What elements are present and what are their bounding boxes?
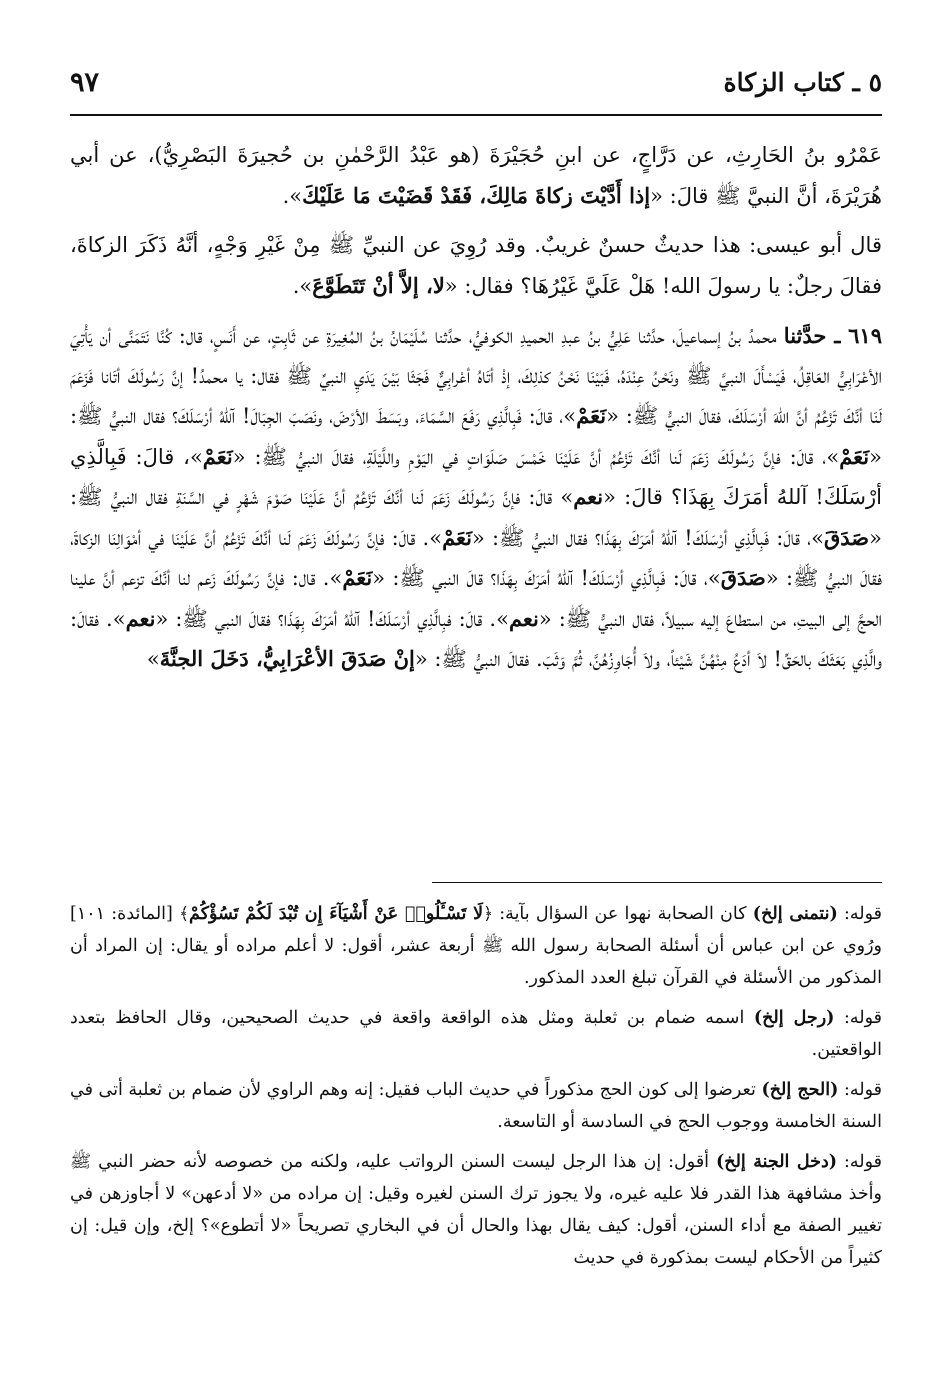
chapter-title: ٥ ـ كتاب الزكاة <box>723 67 882 97</box>
text-run: تعرضوا إلى كون الحج مذكوراً في حديث الباب فقيل: إنه وهم الراوي لأن ضمام بن ثعلبة أتى في السنة الخامسة ووجوب الحج في السادسة أو التاسعة. <box>70 1080 882 1132</box>
commentary-notes <box>70 898 882 1282</box>
text-run: محمدُ بنُ إسماعيلَ، حدَّثنا عَلِيُّ بنُ عبدِ الحميدِ الكوفيُّ، حدَّثنا سُلَيْمَانُ بنُ المُغِيرَةِ عن ثَابِتٍ، عن أَنَسٍ، قال: كُنَّا نَتَمَنَّى أن يَأْتِيَ الأعْرَابِيُّ العَاقِلُ، فَيَسْأَلَ النبيَّ ﷺ ونَحْنُ عِنْدَهُ، فَبَيْنَا نَحْنُ كذلِكَ، إذْ أتَاهُ أعْرابِيٌّ فَجَثَا بَيْنَ يَدَيِ النبيِّ ﷺ فقال: يا محمدُ! إنَّ رَسُولَكَ أتَانا فَزَعَمَ لَنَا أنَّكَ تَزْعُمُ أنَّ اللهَ أرْسَلَكَ، فقالَ النبيُّ ﷺ: « <box>70 324 882 428</box>
hadith-quote: إذا أَدَّيْتَ زكاةَ مَالِكَ، فَقَدْ قَضَيْتَ مَا عَلَيْكَ <box>302 182 651 208</box>
note-lead: قوله: <box>838 1080 882 1100</box>
note-keyword: (الحج إلخ) <box>761 1080 839 1100</box>
paragraph-abu-isa <box>70 226 882 306</box>
ornate-bracket-close-icon: ﴾ <box>179 904 190 924</box>
prophet-answer: نعم <box>573 484 604 509</box>
prophet-answer: نَعَمْ <box>202 443 233 469</box>
text-run: كان الصحابة نهوا عن السؤال بآية: <box>493 904 753 924</box>
text-run: »، قالَ: فَبِالَّذِي رَفَعَ السَّمَاءَ، وبَسَطَ الأرْضَ، ونَصَبَ الجِبَالَ! آللهُ أرْسَلَكَ؟ فقال النبيُّ ﷺ: « <box>70 404 882 469</box>
hadith-number: ٦١٩ ـ <box>826 323 882 348</box>
footnote-rule <box>432 882 882 883</box>
text-run: ». <box>282 183 303 208</box>
note-rajul <box>70 1002 882 1066</box>
text-run: »، قالَ: فَبِالَّذِي أرْسَلَكَ! آللهُ أمَرَكَ بِهَذَا؟ قالَ: « <box>70 444 882 509</box>
text-run: اسمه ضمام بن ثعلبة ومثل هذه الواقعة واقعة في حديث الصحيحين، وقال الحافظ بتعدد الواقعتين. <box>70 1008 882 1060</box>
prophet-answer: نَعَمْ <box>839 443 870 469</box>
paragraph-chain-end <box>70 136 882 216</box>
note-dakhala-al-janna <box>70 1146 882 1274</box>
page-number: ٩٧ <box>70 66 100 98</box>
text-run: »، قالَ: فَبِالَّذِي أرْسَلَكَ! آللهُ أمَرَكَ بِهَذَا؟ فقال النبيُّ ﷺ: « <box>472 525 824 550</box>
text-run: أقول: إن هذا الرجل ليست السنن الرواتب عليه، ولكنه من خصوصه لأنه حضر النبي ﷺ وأخذ مشافهة هذا القدر فلا عليه غيره، ولا يجوز ترك السنن لغيره وقيل: إن مراده من «لا أدعهن» لا أجاوزهن في تغيير الصفة مع أداء السنن، أقول: كيف يقال بهذا والحال أن في البخاري تصريحاً «لا أتطوع»؟ إلخ، وإن قيل: إن كثيراً من الأحكام ليست بمذكورة في حديث <box>70 1152 882 1268</box>
note-keyword: (رجل إلخ) <box>753 1008 835 1028</box>
text-run: »، قالَ: فإنَّ رَسُولَكَ زَعَمَ لَنا أنَّكَ تَزْعُمُ أنَّ عَلَيْنَا خَمْسَ صَلَوَاتٍ في اليَوْمِ واللَّيْلَةِ، فقالَ النبيُّ ﷺ: « <box>232 444 840 469</box>
quran-verse: لَا تَسْـَٔلُوا۟ عَنْ أَشْيَآءَ إِن تُبْدَ لَكُمْ تَسُؤْكُمْ <box>189 904 484 924</box>
text-run: [المائدة: ١٠١] ورُوي عن ابن عباس أن أسئلة الصحابة رسول الله ﷺ أربعة عشر، أقول: لا أعلم مراده أو يقال: إن المراد أن المذكور من الأسئلة في القرآن تبلغ العدد المذكور. <box>70 904 882 988</box>
haddathana-word: حدَّثنا <box>783 323 827 348</box>
prophet-answer: صَدَقَ <box>720 565 766 590</box>
text-run: قال أبو عيسى: هذا حديثٌ حسنٌ غريبٌ. وقد رُوِيَ عن النبيِّ ﷺ مِنْ غَيْرِ وَجْهٍ، أنَّهُ ذَكَرَ الزكاةَ، فقالَ رجلٌ: يا رسولَ الله! هَلْ عَلَيَّ غَيْرُهَا؟ فقال: « <box>70 233 882 298</box>
hadith-quote: لا، إلاَّ أنْ تَتَطَوَّعَ <box>312 272 445 298</box>
note-hajj <box>70 1074 882 1138</box>
note-lead: قوله: <box>834 1008 882 1028</box>
text-run: ». قالَ: فإنَّ رَسُولَكَ زَعَمَ لَنا أنَّكَ تَزْعُمُ أنَّ عَلَيْنَا في أمْوَالِنَا الزكاةَ، فقالَ النبيُّ ﷺ: « <box>70 525 882 590</box>
prophet-answer: إنْ صَدَقَ الأعْرَابِيُّ، دَخَلَ الجنَّةَ <box>159 646 415 671</box>
text-run: ». قال: فإنَّ رَسُولَكَ زَعم لنا أنَّكَ تزعم أنَّ علينا الحجَّ إلى البيتِ، من استطاعَ إليه سبيلاً، فقال النبيُّ ﷺ: « <box>70 566 882 631</box>
page-header <box>70 62 882 102</box>
note-lead: قوله: <box>837 1152 882 1172</box>
prophet-answer: صَدَقَ <box>823 524 870 550</box>
text-run: » قالَ: فإنَّ رَسُولَكَ زَعَمَ لَنا أنَّكَ تَزْعُمُ أنَّ عَلَيْنَا صَوْمَ شَهْرٍ في السَّنَةِ فقال النبيُّ ﷺ: « <box>70 485 882 550</box>
prophet-answer: نَعَمْ <box>576 403 607 428</box>
main-text <box>70 136 882 692</box>
note-keyword: (دخل الجنة إلخ) <box>716 1152 838 1172</box>
text-run: »، قالَ: فَبِالَّذِي أرْسَلَكَ! آللهُ أمَرَكَ بِهَذَا؟ قالَ النبي ﷺ: « <box>372 566 721 590</box>
text-run: ». قالَ: فبِالَّذِي أرْسَلَكَ! آللهُ أمَرَكَ بِهَذَا؟ فقالَ النبي ﷺ: « <box>155 606 509 631</box>
note-lead: قوله: <box>837 904 882 924</box>
text-run: » <box>146 647 160 671</box>
prophet-answer: نَعَمْ <box>442 524 473 550</box>
note-natamanna <box>70 898 882 994</box>
prophet-answer: نعم <box>125 605 156 631</box>
text-run: ». فقالَ: والَّذِي بَعَثَكَ بالحَقِّ! لاَ أدَعُ مِنْهُنَّ شَيْئاً، ولاَ أُجَاوِزُهُنَّ، ثُمَّ وَثَبَ. فقالَ النبيُّ ﷺ: « <box>70 606 882 671</box>
prophet-answer: نعم <box>508 605 539 631</box>
ornate-bracket-open-icon: ﴿ <box>483 904 494 924</box>
text-run: عَمْرُو بنُ الحَارِثِ، عن دَرَّاجٍ، عن ابنِ حُجَيْرَةَ (هو عَبْدُ الرَّحْمٰنِ بن حُجيرَةَ البَصْرِيُّ)، عن أبي هُرَيْرَةَ، أنَّ النبيَّ ﷺ قالَ: « <box>70 143 882 208</box>
prophet-answer: نَعَمْ <box>342 565 373 590</box>
text-run: ». <box>292 273 313 298</box>
header-rule <box>70 114 882 116</box>
note-keyword: (نتمنى إلخ) <box>752 904 838 924</box>
paragraph-hadith-619 <box>70 316 882 680</box>
